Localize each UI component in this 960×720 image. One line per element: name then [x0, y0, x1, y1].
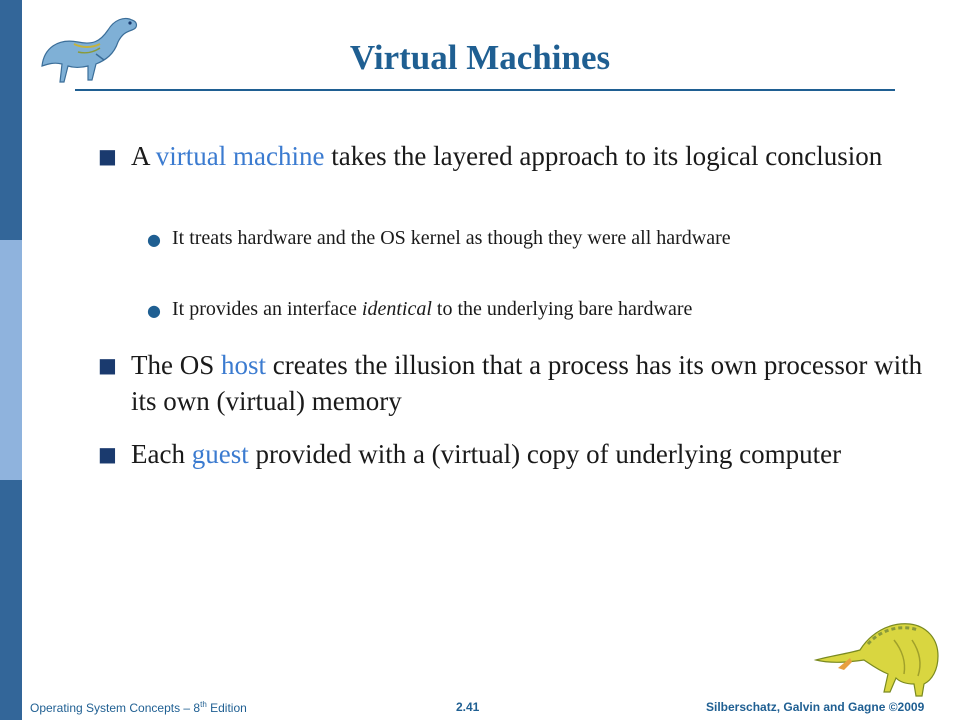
sub-bullet-text: It treats hardware and the OS kernel as though they were all hardware: [172, 227, 731, 249]
sub-bullet-item: [172, 223, 942, 253]
footer-course: Operating System Concepts – 8th Edition: [30, 700, 247, 715]
bullet-text-post: provided with a (virtual) copy of underlying computer: [248, 439, 842, 469]
sub-bullet-text-post: to the underlying bare hardware: [431, 298, 693, 320]
bullet-text-post: takes the layered approach to its logical conclusion: [324, 141, 883, 171]
footer-page-number: 2.41: [456, 700, 480, 714]
bullet-square-icon: ■: [98, 353, 117, 377]
sub-bullet-italic: identical: [361, 298, 432, 320]
bullet-text-pre: The OS: [131, 350, 221, 380]
slide-title: Virtual Machines: [349, 38, 611, 77]
sub-bullet-dot-icon: ●: [147, 301, 161, 320]
dinosaur-icon-bottom: [810, 600, 950, 698]
bullet-item: [131, 138, 931, 174]
bullet-text-post: creates the illusion that a process has its own processor with its own (virtual) memory: [131, 350, 923, 416]
sub-bullet-text-pre: It provides an interface: [172, 298, 362, 320]
bullet-text-pre: Each: [131, 439, 192, 469]
bullet-text-pre: A: [131, 141, 156, 171]
bullet-item: [131, 347, 931, 419]
footer-copyright: Silberschatz, Galvin and Gagne ©2009: [706, 700, 925, 714]
bullet-highlight: host: [221, 350, 267, 380]
bullet-highlight: virtual machine: [155, 141, 325, 171]
sub-bullet-dot-icon: ●: [147, 230, 161, 249]
sub-bullet-item: [172, 294, 942, 324]
bullet-square-icon: ■: [98, 442, 117, 466]
bullet-highlight: guest: [191, 439, 249, 469]
bullet-square-icon: ■: [98, 144, 117, 168]
bullet-item: [131, 436, 931, 472]
